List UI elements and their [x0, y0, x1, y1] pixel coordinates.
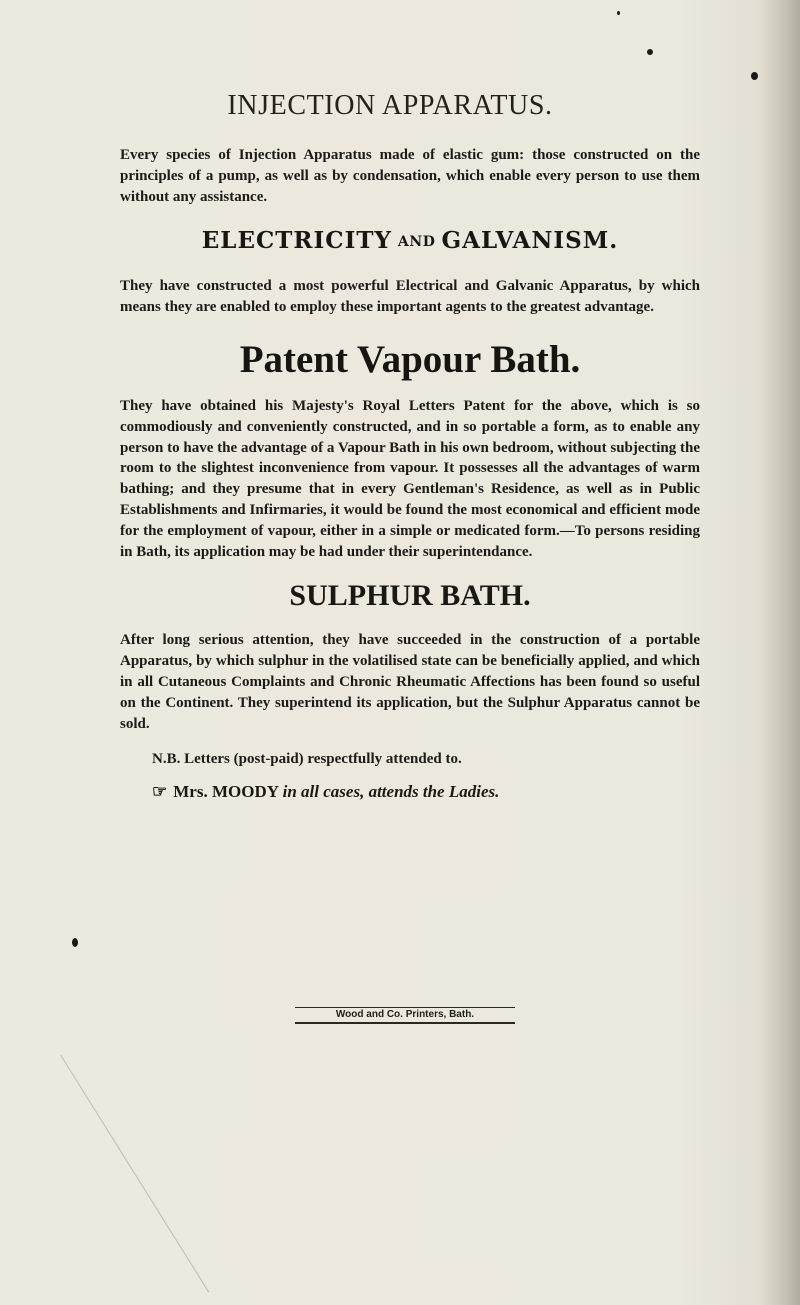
- ink-speck: [751, 72, 758, 80]
- electricity-heading: [120, 227, 700, 256]
- electricity-paragraph: They have constructed a most powerful Electrical and Galvanic Apparatus, by which means they are enabled to employ these important agents to the greatest advantage.: [120, 278, 700, 316]
- pointing-hand-icon: ☞: [152, 782, 168, 802]
- patent-paragraph: They have obtained his Majesty's Royal Letters Patent for the above, which is so commodiously and conveniently constructed, and in so portable a form, as to enable any person to have the advantage of a Vapour Bath in his own bedroom, without subjecting the room to the slightest inconvenience from vapour. It possesses all the advantages of warm bathing; and they presume that in every Gentleman's Residence, as well as in Public Establishments and Infirmaries, it would be found the most economical and efficient mode for the employment of vapour, either in a simple or medicated form.—To persons residing in Bath, its application may be had under their superintendance.: [120, 397, 700, 560]
- ink-speck: [72, 938, 78, 947]
- page-edge-shadow: [758, 0, 800, 1305]
- mrs-moody-name: Mrs. MOODY: [173, 782, 279, 802]
- mrs-moody-note: [120, 782, 700, 802]
- advertisement-page: [120, 90, 700, 802]
- electricity-heading-right: GALVANISM.: [441, 227, 619, 255]
- printer-imprint: Wood and Co. Printers, Bath.: [295, 1007, 515, 1024]
- electricity-heading-left: ELECTRICITY: [201, 227, 392, 255]
- patent-heading: Patent Vapour Bath.: [239, 337, 581, 381]
- injection-paragraph: Every species of Injection Apparatus made of elastic gum: those constructed on the principles of a pump, as well as by condensation, which enable every person to use them without any assistance.: [120, 147, 700, 205]
- nb-note: N.B. Letters (post-paid) respectfully attended to.: [152, 751, 462, 768]
- electricity-heading-and: AND: [397, 234, 436, 251]
- sulphur-paragraph: After long serious attention, they have succeeded in the construction of a portable Apparatus, by which sulphur in the volatilised state can be beneficially applied, and which in all Cutaneous Complaints and Chronic Rheumatic Affections has been found so useful on the Continent. They superintend its application, but the Sulphur Apparatus cannot be sold.: [120, 632, 700, 732]
- ink-speck: [617, 11, 620, 15]
- sulphur-heading: SULPHUR BATH.: [289, 579, 531, 613]
- mrs-moody-italic: in all cases, attends the Ladies.: [282, 782, 500, 802]
- page-title: INJECTION APPARATUS.: [227, 90, 553, 121]
- ink-speck: [647, 49, 653, 55]
